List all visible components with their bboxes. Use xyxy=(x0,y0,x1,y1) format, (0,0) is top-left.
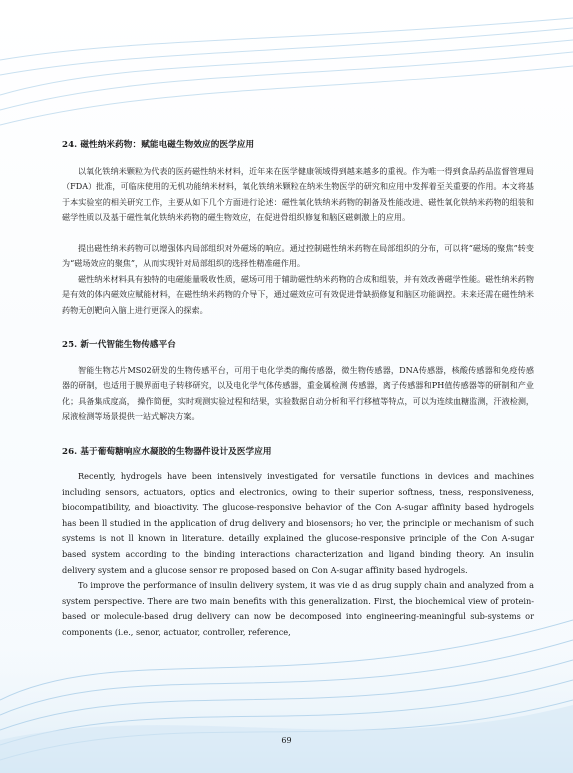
paragraph: 提出磁性纳米药物可以增强体内局部组织对外磁场的响应。通过控制磁性纳米药物在局部组织的分布，可以将“磁场的聚焦”转变为“磁场效应的聚焦”，从而实现针对局部组织的选择性精准磁作用。 xyxy=(62,243,534,269)
paragraph: To improve the performance of insulin delivery system, it was vie d as drug supply chain and analyzed from a system perspective. There are two main benefits with this generalization. First, the biochemical view of protein-based or molecule-based drug delivery can now be decomposed into engineering-meaningful sub-systems or components (i.e., senor, actuator, controller, reference, xyxy=(62,580,534,637)
page-number: 69 xyxy=(281,736,292,745)
paragraph: Recently, hydrogels have been intensively investigated for versatile functions in devices and machines including sensors, actuators, optics and electronics, owing to their superior softness, tness, responsiveness, biocompatibility, and bioactivity. The glucose-responsive behavior of the Con A-sugar affinity based hydrogels has been ll studied in the application of drug delivery and biosensors; ho ver, the principle or mechanism of such systems is not ll known in literature. detailly explained the glucose-responsive principle of the Con A-sugar based system according to the binding interactions characterization and ligand binding theory. An insulin delivery system and a glucose sensor re proposed based on Con A-sugar affinity based hydrogels. xyxy=(62,471,534,575)
section-heading-24: 24. 磁性纳米药物：赋能电磁生物效应的医学应用 xyxy=(62,140,255,150)
section-heading-25: 25. 新一代智能生物传感平台 xyxy=(62,340,176,350)
section-heading-26: 26. 基于葡萄糖响应水凝胶的生物器件设计及医学应用 xyxy=(62,447,272,457)
paragraph: 磁性纳米材料具有独特的电磁能量吸收性质，磁场可用于辅助磁性纳米药物的合成和组装，并有效改善磁学性能。磁性纳米药物是有效的体内磁效应赋能材料，在磁性纳米药物的介导下，通过磁效应可有效促进骨缺损修复和脑区功能调控。未来还需在磁性纳米药物无创靶向入脑上进行更深入的探索。 xyxy=(62,274,534,315)
paragraph: 智能生物芯片MS02研发的生物传感平台，可用于电化学类的酶传感器，微生物传感器，DNA传感器，核酸传感器和免疫传感器的研制，也适用于膜界面电子转移研究，以及电化学气体传感器，重金属检测 传感器，离子传感器和PH值传感器等的研制和产业化；具备集成度高， 操作简便，实时观测实验过程和结果，实验数据自动分析和平行移植等特点，可以为连续血糖监测，汗液检测，尿液检测等场景提供一站式解决方案。 xyxy=(62,365,535,422)
paragraph: 以氧化铁纳米颗粒为代表的医药磁性纳米材料，近年来在医学健康领域得到越来越多的重视。作为唯一得到食品药品监督管理局（FDA）批准，可临床使用的无机功能纳米材料，氧化铁纳米颗粒在纳米生物医学的研究和应用中发挥着至关重要的作用。本文将基于本实验室的相关研究工作，主要从如下几个方面进行论述：磁性氧化铁纳米药物的制备及性能改进、磁性氧化铁纳米药物的组装和磁学性质以及基于磁性氧化铁纳米药物的磁生物效应，在促进骨组织修复和脑区磁刺激上的应用。 xyxy=(62,166,534,223)
